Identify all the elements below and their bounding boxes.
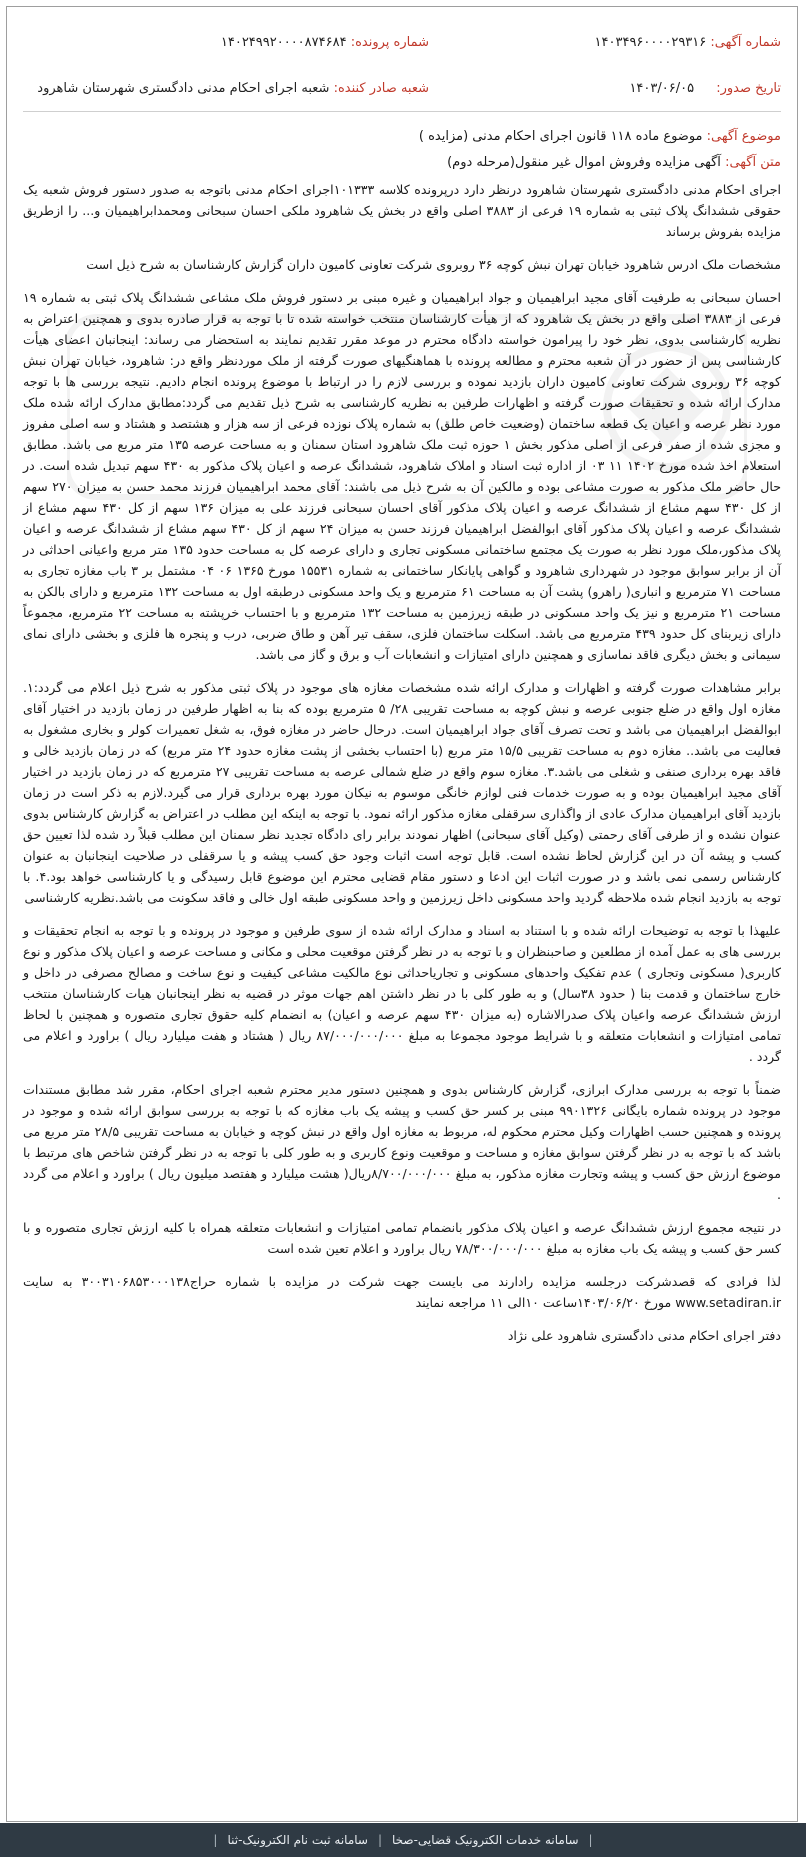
issue-date-label: تاریخ صدور:	[716, 81, 781, 96]
footer-bar	[0, 1823, 806, 1857]
header-divider	[23, 111, 781, 112]
document-frame	[6, 6, 798, 1822]
paragraph-total-value: در نتیجه مجموع ارزش ششدانگ عرصه و اعیان پلاک مذکور بانضمام تمامی امتیازات و انشعابات متعلقه همراه با کلیه ارزش تجاری متصوره و با کسر حق کسب و پیشه یک باب مغازه به مبلغ ۷۸/۳۰۰/۰۰۰/۰۰۰ ریال براورد و اعلام تعین شده است	[23, 1220, 781, 1256]
notice-text-title	[447, 155, 781, 170]
subject-text: موضوع ماده ۱۱۸ قانون اجرای احکام مدنی (مزایده )	[418, 129, 703, 144]
paragraph-intro: اجرای احکام مدنی دادگستری شهرستان شاهرود درنظر دارد درپرونده کلاسه ۱۰۱۳۳۳اجرای احکام مدنی باتوجه به صدور دستور فروش شعبه یک حقوقی ششدانگ پلاک ثبتی به شماره ۱۹ فرعی از ۳۸۸۳ اصلی واقع در بخش یک شاهرود ملکی احسان سبحانی ومحمدابراهیمیان و... را ازطریق مزایده بفروش برساند	[23, 182, 781, 239]
paragraph-valuation: علیهذا با توجه به توضیحات ارائه شده و با استناد به اسناد و مدارک ارائه شده از سوی طرفین و موجود در پرونده و با توجه به انجام تحقیقات و بررسی های به عمل آمده از مطلعین و صاحبنظران و با توجه به در نظر گرفتن موقعیت محلی و مکانی و مساحت عرصه و اعیان پلاک مذکور و نوع کاربری( مسکونی وتجاری ) عدم تفکیک واحدهای مسکونی و تجاریاحداثی نوع مالکیت مشاعی کیفیت و نوع ساخت و مصالح مصرفی در داخل و خارج ساختمان و قدمت بنا ( حدود ۳۸سال) و به طور کلی با در نظر داشتن اهم جهات موثر در قضیه به نظر اینجانبان هیات کارشناسان منتخب ارزش ششدانگ عرصه واعیان پلاک صدرالاشاره (به میزان ۴۳۰ سهم عرصه و اعیان) به انضمام کلیه حقوق تجاری متصوره و همچنین با لحاظ تمامی امتیازات و انشعابات متعلقه و با شرایط موجود مجموعا به مبلغ ۸۷/۰۰۰/۰۰۰/۰۰۰ ریال ( هشتاد و هفت میلیارد ریال ) براورد و اعلام می گردد .	[23, 923, 782, 1064]
paragraph-auction-instructions: لذا فرادی که قصدشرکت درجلسه مزایده رادارند می بایست جهت شرکت در مزایده با شماره حراج۳۰۰۳۱۰۶۸۵۳۰۰۰۱۳۸ به سایت www.setadiran.ir مورخ ۱۴۰۳/۰۶/۲۰ساعت ۱۰الی ۱۱ مراجعه نمایند	[23, 1274, 781, 1310]
notice-subject	[419, 129, 781, 144]
footer-separator-right: |	[213, 1833, 218, 1847]
notice-body	[23, 179, 781, 1356]
notice-number-field	[595, 35, 781, 50]
file-number-field	[221, 35, 429, 50]
paragraph-expert-report: احسان سبحانی به طرفیت آقای مجید ابراهیمیان و جواد ابراهیمیان و غیره مبنی بر دستور فروش ملک مشاعی ششدانگ پلاک ثبتی به شماره ۱۹ فرعی از ۳۸۸۳ اصلی واقع در بخش یک شاهرود که از هیأت کارشناسان منتخب خواسته شده تا با توجه به قرار صادره بدوی و همچنین اعتراض به نظریه کارشناسی بدوی، نظر خود را پیرامون خواسته دادگاه محترم در موعد مقرر تقدیم نمایند به استحضار می رساند: اینجانبان اعضای هیأت کارشناسی پس از حضور در آن شعبه محترم و مطالعه پرونده با هماهنگیهای صورت گرفته از ملک موردنظر واقع در: شاهرود، خیابان تهران نبش کوچه ۳۶ روبروی شرکت تعاونی کامیون داران بازدید نموده و بررسی لازم را در ارتباط با موضوع پرونده انجام دادیم. نتیجه بررسی ها با توجه مدارک ارائه شده و تحقیقات صورت گرفته و اظهارات طرفین به نظریه کارشناسی به شرح ذیل تقدیم می گردد:مطابق مدارک ارائه شده ملک مورد نظر عرصه و اعیان یک قطعه ساختمان (وضعیت خاص طلق) به شماره پلاک نوزده فرعی از سه هزار و هشتصد و هشتاد و سه اصلی مفروز و مجزی شده از صفر فرعی از اصلی مذکور بخش ۱ حوزه ثبت ملک شاهرود استان سمنان و به مساحت عرصه ۱۳۵ متر مربع می باشد. مطابق استعلام اخذ شده مورخ ۱۴۰۲ ۱۱ ۰۳ از اداره ثبت اسناد و املاک شاهرود، ششدانگ عرصه و اعیان پلاک مذکور به ۴۳۰ سهم تبدیل شده است. در حال حاضر ملک مذکور به صورت مشاعی بوده و مالکین آن به شرح ذیل می باشند: آقای محمد ابراهیمیان فرزند محمد حسن به میزان ۲۷۰ سهم از کل ۴۳۰ سهم مشاع از ششدانگ عرصه و اعیان پلاک مذکور آقای احسان سبحانی فرزند علی به میزان ۱۳۶ سهم از کل ۴۳۰ سهم مشاع از ششدانگ عرصه و اعیان پلاک مذکور آقای ابوالفضل ابراهیمیان فرزند حسن به میزان ۲۴ سهم از کل ۴۳۰ سهم مشاع از ششدانگ عرصه و اعیان پلاک مذکور،ملک مورد نظر به صورت یک مجتمع ساختمانی مسکونی تجاری و دارای عرصه کل به مساحت حدود ۱۳۵ متر مربع واعیانی احداثی در آن از برابر سوابق موجود در شهرداری شاهرود و گواهی پایانکار ساختمانی به شماره ۱۵۵۳۱ مورخ ۱۳۶۵ ۰۶ ۰۴ مشتمل بر ۳ باب مغازه تجاری به مساحت ۷۱ مترمربع و انباری( راهرو) پشت آن به مساحت ۶۱ مترمربع و یک واحد مسکونی درطبقه اول به مساحت ۱۳۲ مترمربع و دارای بالکن به مساحت ۲۱ مترمربع و نیز یک واحد مسکونی در طبقه زیرزمین به مساحت ۱۳۲ مترمربع و با احتساب خرپشته به مساحت ۲۲ مترمربع، مجموعاً دارای زیربنای کل حدود ۴۳۹ مترمربع می باشد. اسکلت ساختمان فلزی، سقف تیر آهن و طاق ضربی، درب و پنجره ها فلزی و بخشی دارای نمای سیمانی و بخش دیگری فاقد نماسازی و همچنین دارای امتیازات و انشعابات آب و برق و گاز می باشد.	[23, 290, 782, 662]
paragraph-signature: دفتر اجرای احکام مدنی دادگستری شاهرود علی نژاد	[507, 1328, 781, 1343]
notice-number-label: شماره آگهی:	[710, 35, 781, 50]
file-number: ۱۴۰۲۴۹۹۲۰۰۰۰۸۷۴۶۸۴	[220, 35, 347, 50]
issuing-branch-label: شعبه صادر کننده:	[333, 81, 429, 96]
paragraph-property-address: مشخصات ملک ادرس شاهرود خیابان تهران نبش کوچه ۳۶ روبروی شرکت تعاونی کامیون داران گزارش کارشناسان به شرح ذیل است	[86, 257, 781, 272]
issuing-branch-field	[37, 81, 429, 96]
issuing-branch: شعبه اجرای احکام مدنی دادگستری شهرستان شاهرود	[37, 81, 330, 96]
footer-separator-left: |	[588, 1833, 593, 1847]
footer-link-sakha[interactable]: سامانه خدمات الکترونیک قضایی-صخا	[392, 1833, 579, 1847]
text-label: متن آگهی:	[725, 155, 781, 170]
notice-number: ۱۴۰۳۴۹۶۰۰۰۰۲۹۳۱۶	[594, 35, 707, 50]
issue-date-field	[629, 81, 781, 96]
paragraph-business-right: ضمناً با توجه به بررسی مدارک ابرازی، گزارش کارشناس بدوی و همچنین دستور مدیر محترم شعبه اجرای احکام، مقرر شد مطابق مستندات موجود در پرونده شماره بایگانی ۹۹۰۱۳۲۶ مبنی بر کسر حق کسب و پیشه یک باب مغازه که با توجه به بررسی سوابق ارائه شده و موجود در پرونده و همچنین حسب اظهارات وکیل محترم محکوم له، مربوط به مغازه اول واقع در نبش کوچه و خیابان به مساحت تقریبی ۲۸/۵ متر مربع می باشد که با توجه به در نظر گرفتن سوابق مغازه و مساحت و موقعیت ونوع کاربری و به طور کلی با توجه به در نظر گرفتن شاخص های مرتبط با موضوع ارزش حق کسب و پیشه وتجارت مغازه مذکور، به مبلغ ۸/۷۰۰/۰۰۰/۰۰۰ریال( هشت میلیارد و هفتصد میلیون ریال ) براورد و اعلام می گردد .	[23, 1082, 781, 1202]
text-title: آگهی مزایده وفروش اموال غیر منقول(مرحله دوم)	[447, 155, 721, 170]
subject-label: موضوع آگهی:	[706, 129, 781, 144]
notice-header	[7, 7, 797, 117]
issue-date: ۱۴۰۳/۰۶/۰۵	[629, 81, 695, 96]
paragraph-shops: برابر مشاهدات صورت گرفته و اظهارات و مدارک ارائه شده مشخصات مغازه های موجود در پلاک ثبتی مذکور به شرح ذیل اعلام می گردد:۱. مغازه اول واقع در ضلع جنوبی عرصه و نبش کوچه به مساحت تقریبی ۲۸/ ۵ مترمربع بوده که بنا به اظهار طرفین در زمان بازدید در اختیار آقای ابوالفضل ابراهیمیان می باشد و تحت تصرف آقای جواد ابراهیمیان است. درحال حاضر در مغازه فوق، به شغل تعمیرات کولر و بخاری مشغول به فعالیت می باشد.. مغازه دوم به مساحت تقریبی ۱۵/۵ متر مربع (با احتساب بخشی از پشت مغازه حدود ۲۴ متر مربع) که در زمان بازدید خالی و فاقد بهره برداری صنفی و شغلی می باشد.۳. مغازه سوم واقع در ضلع شمالی عرصه به مساحت تقریبی ۲۷ مترمربع که در زمان بازدید در اختیار آقای مجید ابراهیمیان بوده و به صورت خدمات فنی لوازم خانگی موسوم به نیکان مورد بهره برداری قرار می گیرد.لازم به ذکر است در زمان بازدید آقای ابراهیمیان مدارک عادی از واگذاری سرقفلی مغازه مذکور ارائه نمود. با توجه به اینکه این مطلب در اعتراض به گزارش کارشناس بدوی عنوان نشده و از طرفی آقای رحمتی (وکیل آقای سبحانی) اظهار نمودند برابر رای دادگاه تجدید نظر سمنان این مطلب قبلاً رد شده لذا تعیین حق کسب و پیشه آن در این گزارش لحاظ نشده است. قابل توجه است اثبات وجود حق کسب پیشه و یا سرقفلی در صلاحیت اینجانبان به عنوان کارشناس رسمی نمی باشد و در صورت اثبات این ادعا و دستور مقام قضایی محترم این موضوع قابل رسیدگی و یا کارشناسی خواهد بود.۴. با توجه به بازدید انجام شده ملاحظه گردید واحد مسکونی داخل زیرزمین و واحد مسکونی طبقه اول خالی و فاقد سکونت می باشد.نظریه کارشناسی	[23, 680, 781, 905]
file-number-label: شماره پرونده:	[350, 35, 429, 50]
footer-separator: |	[377, 1833, 382, 1847]
footer-link-sana[interactable]: سامانه ثبت نام الکترونیک-ثنا	[227, 1833, 368, 1847]
